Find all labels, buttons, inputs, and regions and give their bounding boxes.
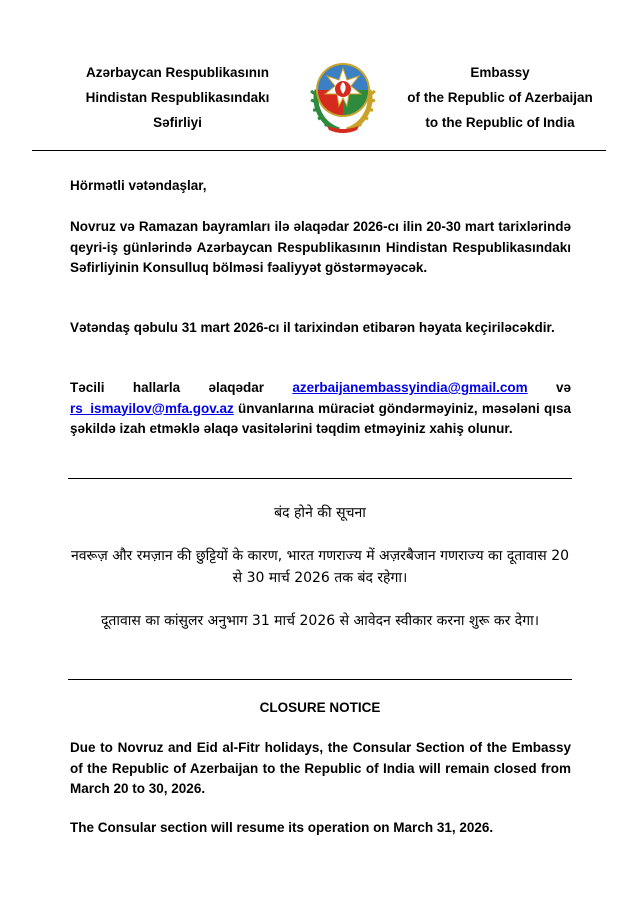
az-p3-mid: və: [527, 380, 571, 395]
letterhead-en-line1: Embassy: [470, 65, 530, 80]
header-divider: [32, 150, 606, 151]
english-paragraph-1: [70, 738, 571, 800]
letterhead-en-line3: to the Republic of India: [425, 115, 575, 130]
az-paragraph-2-text: Vətəndaş qəbulu 31 mart 2026-cı il tarixindən etibarən həyata keçiriləcəkdir.: [70, 320, 555, 335]
az-paragraph-2: [70, 318, 571, 339]
az-paragraph-1: [70, 217, 571, 279]
letterhead-en-line2: of the Republic of Azerbaijan: [407, 90, 593, 105]
az-greeting: [70, 176, 571, 197]
section-divider-1: [68, 478, 572, 479]
english-title: CLOSURE NOTICE: [259, 700, 381, 715]
hindi-paragraph-1: नवरूज़ और रमज़ान की छुट्टियों के कारण, भारत गणराज्य में अज़रबैजान गणराज्य का दूतावास 20 से 30 मार्च 2026 तक बंद रहेगा।: [70, 548, 570, 586]
letterhead-az-line3: Səfirliyi: [153, 115, 202, 130]
email-link-rs-ismayilov[interactable]: rs_ismayilov@mfa.gov.az: [70, 400, 234, 416]
letterhead: [0, 60, 637, 150]
english-paragraph-2: [70, 818, 571, 839]
letterhead-az-line1: Azərbaycan Respublikasının: [85, 65, 270, 80]
letterhead-azerbaijani: [60, 60, 295, 135]
hindi-title: बंद होने की सूचना: [274, 505, 366, 521]
letterhead-az-line2: Hindistan Respublikasındakı: [85, 90, 270, 105]
email-link-embassy-gmail[interactable]: azerbaijanembassyindia@gmail.com: [292, 380, 528, 395]
az-paragraph-3: [70, 378, 571, 440]
english-paragraph-2-text: The Consular section will resume its operation on March 31, 2026.: [70, 820, 494, 835]
az-p3-after: ünvanlarına müraciət göndərməyiniz, məsələni qısa şəkildə izah etməklə əlaqə vasitələrini təqdim etməyiniz xahiş olunur.: [70, 400, 571, 436]
english-paragraph-1-text: Due to Novruz and Eid al-Fitr holidays, the Consular Section of the Embassy of the Republic of Azerbaijan to the Republic of India will remain closed from March 20 to 30, 2026.: [70, 740, 571, 796]
azerbaijan-state-emblem-icon: [305, 54, 381, 136]
hindi-paragraph-2: दूतावास का कांसुलर अनुभाग 31 मार्च 2026 से आवेदन स्वीकार करना शुरू कर देगा।: [100, 613, 540, 629]
az-greeting-text: Hörmətli vətəndaşlar,: [70, 178, 207, 193]
az-paragraph-1-text: Novruz və Ramazan bayramları ilə əlaqədar 2026-cı ilin 20-30 mart tarixlərində qeyri-iş günlərində Azərbaycan Respublikasının Hindistan Respublikasındakı Səfirliyinin Konsulluq bölməsi fəaliyyət göstərməyəcək.: [70, 219, 571, 275]
az-p3-before: Təcili hallarla əlaqədar: [70, 380, 293, 395]
section-divider-2: [68, 679, 572, 680]
letterhead-english: [390, 60, 610, 135]
az-paragraph-3-text: [70, 378, 571, 440]
